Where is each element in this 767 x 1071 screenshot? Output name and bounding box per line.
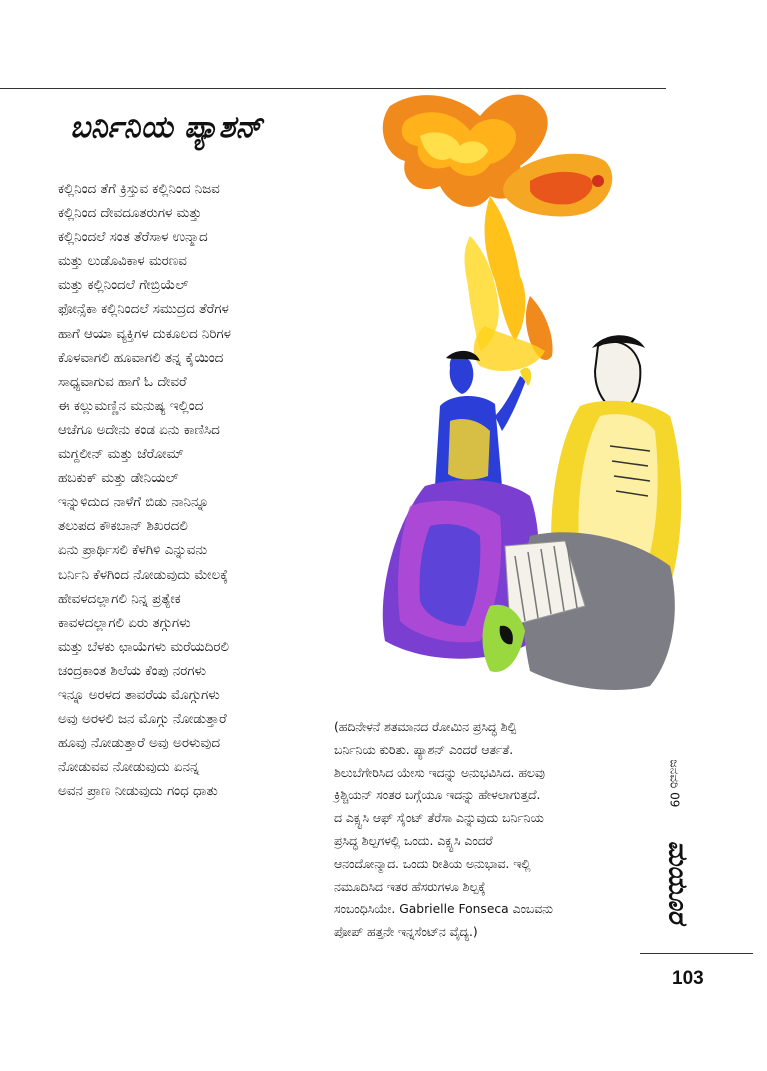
poem-line: ಇನ್ನುಳಿದುದ ನಾಳೆಗೆ ಬಿಡು ನಾನಿನ್ನೂ bbox=[58, 495, 209, 511]
poem-line: ಕಲ್ಲಿನಿಂದ ತೆಗೆ ಕ್ರಿಸ್ತುವ ಕಲ್ಲಿನಿಂದ ನಿಜವ bbox=[58, 182, 220, 197]
poem-line: ಫೋನ್ಸೆಕಾ ಕಲ್ಲಿನಿಂದಲೆ ಸಮುದ್ರದ ತೆರೆಗಳ bbox=[58, 302, 229, 318]
poem-line: ಮತ್ತು ಕಲ್ಲಿನಿಂದಲೆ ಗೇಬ್ರಿಯೆಲ್ bbox=[58, 278, 189, 294]
poem-line: ಕಾವಳದಲ್ಲಾಗಲಿ ಏರು ತಗ್ಗುಗಳು bbox=[58, 615, 191, 631]
poem-line: ಅವು ಅರಳಲಿ ಜನ ಮೊಗ್ಗು ನೋಡುತ್ತಾರೆ bbox=[58, 712, 227, 728]
poem-line: ಮಗ್ದಲೀನ್ ಮತ್ತು ಜೆರೋಮ್ bbox=[58, 447, 184, 463]
poem-line: ಕೊಳವಾಗಲಿ ಹೂವಾಗಲಿ ತನ್ನ ಕೈಯಿಂದ bbox=[58, 350, 224, 366]
flame-cluster bbox=[383, 95, 612, 371]
poem-line: ಹೇವಳದಲ್ಲಾಗಲಿ ನಿನ್ನ ಪ್ರತ್ಯೇಕ bbox=[58, 591, 181, 607]
footnote-line: ಪೋಪ್ ಹತ್ತನೇ ಇನ್ನಸೆಂಟ್‌ನ ವೈದ್ಯ.) bbox=[334, 925, 478, 940]
footnote-line: ಪ್ರಸಿದ್ಧ ಶಿಲ್ಪಗಳಲ್ಲಿ ಒಂದು. ಎಕ್ಸ್ಟಸಿ ಎಂದರೆ bbox=[334, 833, 493, 848]
poem-line: ಈ ಕಲ್ಲುಮಣ್ಣಿನ ಮನುಷ್ಯ ಇಲ್ಲಿಂದ bbox=[58, 398, 204, 414]
bottom-rule bbox=[640, 953, 753, 954]
poem-line: ಆಚೆಗೂ ಅದೇನು ಕಂಡ ಏನು ಕಾಣಿಸಿದ bbox=[58, 422, 220, 438]
watercolor-illustration bbox=[330, 86, 710, 706]
poem-line: ಹಬಕುಕ್ ಮತ್ತು ಡೇನಿಯಲ್ bbox=[58, 471, 179, 487]
poem-line: ಏನು ಪ್ರಾರ್ಥಿಸಲಿ ಕೆಳಗಿಳಿ ಎನ್ನುವನು bbox=[58, 543, 208, 559]
poem-line: ಸಾಧ್ಯವಾಗುವ ಹಾಗೆ ಓ ದೇವರೆ bbox=[58, 374, 187, 390]
poem-line: ಅವನ ಪ್ರಾಣ ನೀಡುವುದು ಗಂಧ ಧಾತು bbox=[58, 784, 218, 800]
poem-line: ಇನ್ನೂ ಅರಳದ ತಾವರೆಯ ಮೊಗ್ಗುಗಳು bbox=[58, 687, 220, 703]
poem-line: ಮತ್ತು ಲುಡೊವಿಕಾಳ ಮರಣವ bbox=[58, 254, 187, 270]
poem-line: ಹೂವು ನೋಡುತ್ತಾರೆ ಅವು ಅರಳುವುದ bbox=[58, 736, 220, 752]
issue-date: ಜನವರಿ 09 bbox=[667, 759, 682, 808]
footnote-line: ಕ್ರಿಶ್ಚಿಯನ್ ಸಂತರ ಬಗ್ಗೆಯೂ ಇದನ್ನು ಹೇಳಲಾಗುತ್ತದೆ. bbox=[334, 788, 541, 803]
footnote-line: ಸಂಬಂಧಿಸಿಯೇ. Gabrielle Fonseca ಎಂಬವನು bbox=[334, 902, 553, 917]
footnote-line: ನಮೂದಿಸಿದ ಇತರ ಹೆಸರುಗಳೂ ಶಿಲ್ಪಕ್ಕೆ bbox=[334, 879, 486, 894]
side-label bbox=[660, 759, 694, 960]
poem-line: ತಲುಪದ ಕೌಕಬಾನ್ ಶಿಖರದಲಿ bbox=[58, 519, 188, 535]
poem-line: ಕಲ್ಲಿನಿಂದ ದೇವದೂತರುಗಳ ಮತ್ತು bbox=[58, 206, 202, 222]
poem-line: ನೋಡುವವ ನೋಡುವುದು ಏನನ್ನ bbox=[58, 760, 200, 776]
poem-line: ಮತ್ತು ಬೆಳಕು ಛಾಯೆಗಳು ಮರೆಯದಿರಲಿ bbox=[58, 639, 229, 655]
footnote-line: ಶಿಲುಬೆಗೇರಿಸಿದ ಯೇಸು ಇದನ್ನು ಅನುಭವಿಸಿದ. ಹಲವು bbox=[334, 765, 545, 780]
page-number: 103 bbox=[672, 968, 704, 989]
poem-body bbox=[58, 178, 348, 804]
footnote-line: ಬರ್ನಿನಿಯ ಕುರಿತು. ಪ್ಯಾಶನ್ ಎಂದರೆ ಆರ್ತತೆ. bbox=[334, 742, 514, 757]
page-title: ಬರ್ನಿನಿಯ ಪ್ಯಾಶನ್ bbox=[70, 110, 263, 145]
poem-line: ಹಾಗೆ ಆಯಾ ವ್ಯಕ್ತಿಗಳ ದುಕೂಲದ ನಿರಿಗಳ bbox=[58, 326, 231, 342]
footnote-line: (ಹದಿನೇಳನೆ ಶತಮಾನದ ರೋಮಿನ ಪ್ರಸಿದ್ಧ ಶಿಲ್ಪಿ bbox=[334, 720, 517, 734]
footnote-block bbox=[334, 716, 644, 944]
magazine-name: ಮಯೂರ bbox=[662, 840, 693, 924]
poem-line: ಬರ್ನಿನಿ ಕೆಳಗಿಂದ ನೋಡುವುದು ಮೇಲಕ್ಕೆ bbox=[58, 567, 229, 583]
poem-line: ಚಂದ್ರಕಾಂತ ಶಿಲೆಯ ಕೆಂಪು ನರಗಳು bbox=[58, 663, 207, 679]
footnote-line: ದ ಎಕ್ಸ್ಟಸಿ ಆಫ್ ಸೈಂಟ್ ತೆರೆಸಾ ಎನ್ನುವುದು ಬರ್ನಿನಿಯ bbox=[334, 811, 544, 826]
poem-line: ಕಲ್ಲಿನಿಂದಲೆ ಸಂತ ತೆರೆಸಾಳ ಉನ್ಮಾದ bbox=[58, 230, 208, 246]
footnote-line: ಆನಂದೋನ್ಮಾದ. ಒಂದು ರೀತಿಯ ಅನುಭಾವ. ಇಲ್ಲಿ bbox=[334, 856, 531, 871]
